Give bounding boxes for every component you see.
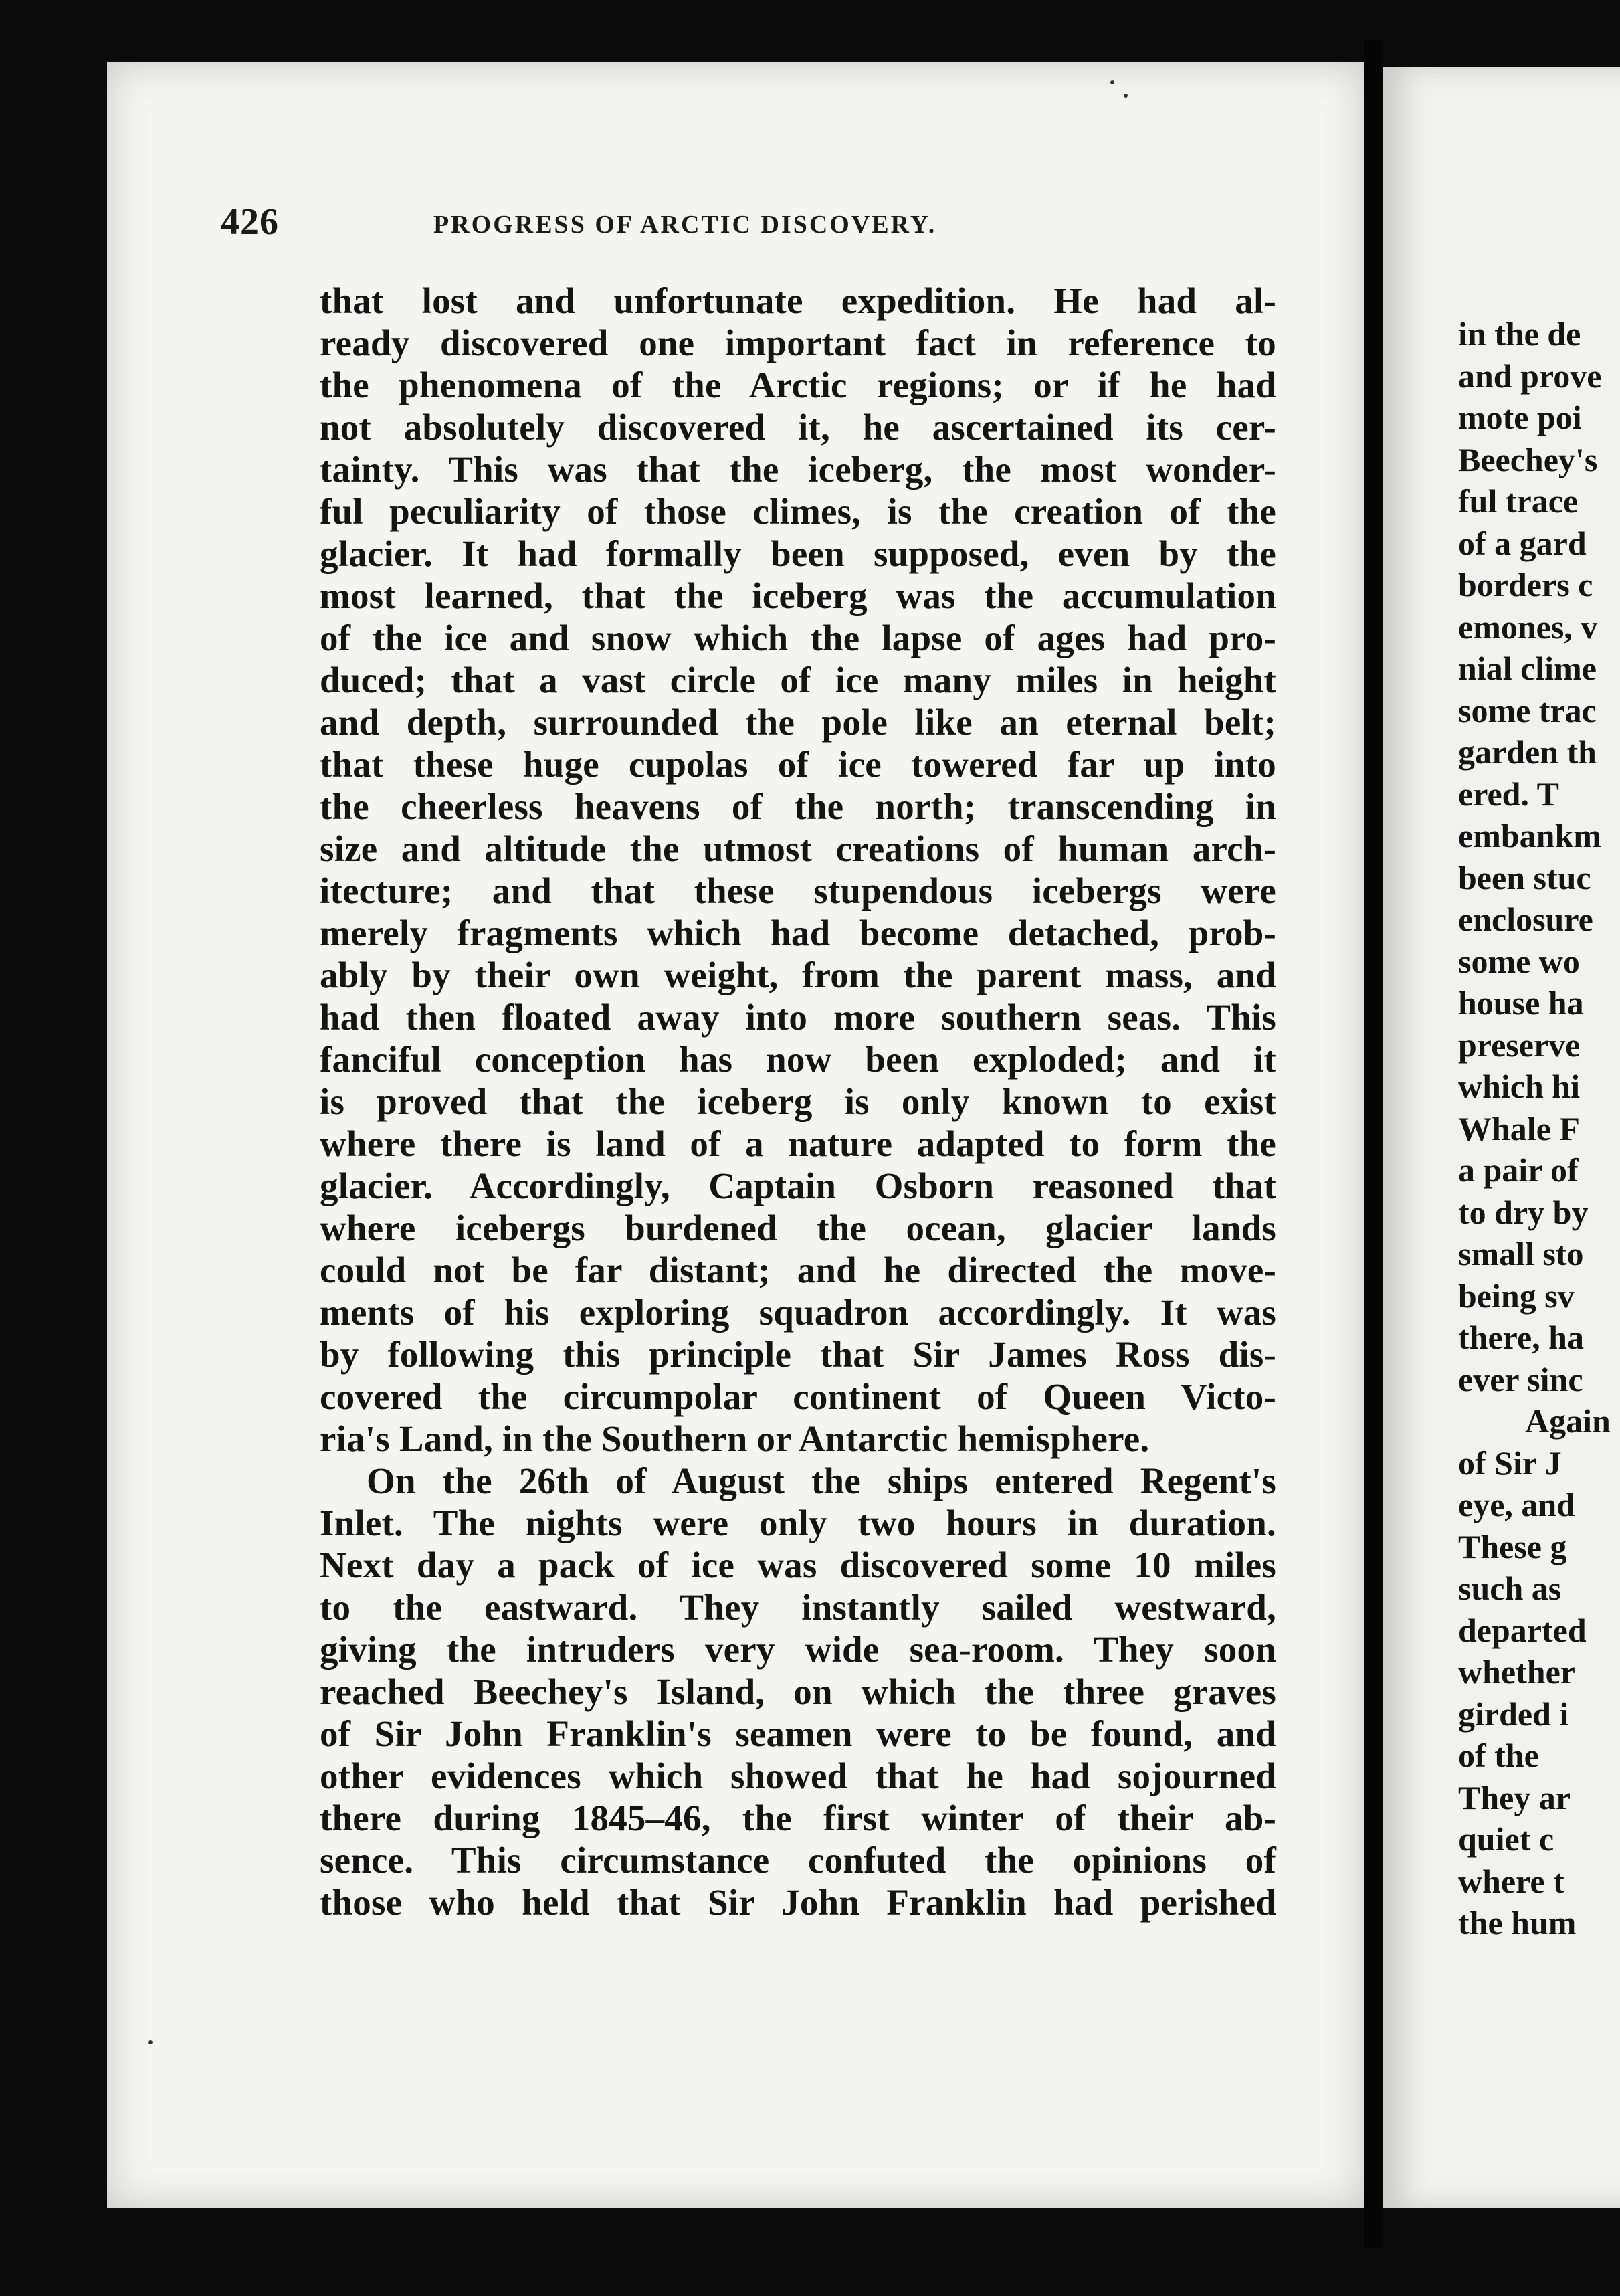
right-page-line: eye, and [1458, 1486, 1575, 1523]
text-line: fanciful conception has now been exploded; and it [320, 1039, 1276, 1080]
text-line: where icebergs burdened the ocean, glacier lands [320, 1208, 1276, 1248]
right-page-line: Beechey's [1458, 440, 1598, 478]
right-page-line: Again [1525, 1402, 1611, 1440]
text-line: sence. This circumstance confuted the opinions of [320, 1840, 1276, 1881]
text-line: giving the intruders very wide sea-room. They soon [320, 1629, 1276, 1670]
right-page-text [1458, 313, 1620, 1944]
right-page-line: preserve [1458, 1026, 1581, 1064]
right-page-line: whether [1458, 1653, 1575, 1691]
text-line: those who held that Sir John Franklin had perished [320, 1882, 1276, 1923]
text-line: duced; that a vast circle of ice many miles in height [320, 660, 1276, 700]
right-page-line: in the de [1458, 315, 1581, 353]
right-page-line: departed [1458, 1611, 1587, 1649]
right-page-line: such as [1458, 1569, 1562, 1607]
right-page-line: house ha [1458, 984, 1584, 1022]
dust-speck [1124, 94, 1128, 98]
binding-gutter [1364, 40, 1383, 2248]
text-line: reached Beechey's Island, on which the three graves [320, 1671, 1276, 1712]
running-head: PROGRESS OF ARCTIC DISCOVERY. [433, 211, 937, 239]
right-page-line: a pair of [1458, 1151, 1579, 1189]
text-line: the cheerless heavens of the north; transcending in [320, 786, 1276, 827]
right-page-line: of a gard [1458, 524, 1587, 562]
text-line: ready discovered one important fact in reference to [320, 322, 1276, 363]
text-line: most learned, that the iceberg was the accumulation [320, 575, 1276, 616]
text-line: the phenomena of the Arctic regions; or if he had [320, 365, 1276, 405]
text-line: there during 1845–46, the first winter of their ab- [320, 1798, 1276, 1838]
text-line: that these huge cupolas of ice towered far up into [320, 744, 1276, 785]
page-header [221, 201, 1278, 248]
right-page-line: garden th [1458, 733, 1597, 771]
right-page-line: where t [1458, 1862, 1564, 1900]
text-line: that lost and unfortunate expedition. He had al- [320, 280, 1276, 321]
text-line: size and altitude the utmost creations of human arch- [320, 828, 1276, 869]
right-page-line: mote poi [1458, 399, 1582, 436]
text-line: Inlet. The nights were only two hours in duration. [320, 1503, 1276, 1543]
right-page-line: ful trace [1458, 482, 1579, 520]
text-line: of the ice and snow which the lapse of ages had pro- [320, 617, 1276, 658]
right-page-line: girded i [1458, 1695, 1569, 1733]
text-line: other evidences which showed that he had sojourned [320, 1755, 1276, 1796]
text-line: ably by their own weight, from the parent mass, and [320, 955, 1276, 995]
text-line: is proved that the iceberg is only known to exist [320, 1081, 1276, 1122]
right-page-line: of Sir J [1458, 1444, 1562, 1482]
right-page-line: being sv [1458, 1276, 1575, 1315]
right-page-line: ered. T [1458, 775, 1559, 813]
right-page-line: borders c [1458, 566, 1593, 603]
text-line: could not be far distant; and he directed the move- [320, 1250, 1276, 1290]
body-text [320, 280, 1276, 1923]
text-line: merely fragments which had become detached, prob- [320, 913, 1276, 953]
text-line: ful peculiarity of those climes, is the creation of the [320, 491, 1276, 532]
right-page-line: quiet c [1458, 1820, 1554, 1858]
right-page-line: the hum [1458, 1904, 1577, 1941]
page-number: 426 [221, 201, 279, 243]
text-line: where there is land of a nature adapted to form the [320, 1123, 1276, 1164]
right-page-line: which hi [1458, 1068, 1581, 1105]
text-line: covered the circumpolar continent of Queen Victo- [320, 1376, 1276, 1417]
text-line: ria's Land, in the Southern or Antarctic hemisphere. [320, 1418, 1150, 1459]
text-line: On the 26th of August the ships entered Regent's [367, 1460, 1276, 1501]
text-line: tainty. This was that the iceberg, the most wonder- [320, 449, 1276, 490]
text-line: itecture; and that these stupendous icebergs were [320, 870, 1276, 911]
dust-speck [148, 2040, 153, 2044]
right-page-line: small sto [1458, 1235, 1584, 1272]
right-page-line: to dry by [1458, 1193, 1589, 1231]
right-page-line: emones, v [1458, 607, 1598, 646]
right-page-line: enclosure [1458, 900, 1593, 938]
right-page-line: of the [1458, 1737, 1539, 1774]
right-page-line: nial clime [1458, 650, 1597, 687]
text-line: of Sir John Franklin's seamen were to be found, and [320, 1713, 1276, 1754]
text-line: glacier. It had formally been supposed, even by the [320, 533, 1276, 574]
text-line: ments of his exploring squadron accordingly. It was [320, 1292, 1276, 1333]
right-page-line: there, ha [1458, 1319, 1584, 1356]
right-page-line: These g [1458, 1527, 1567, 1565]
right-page-line: They ar [1458, 1778, 1571, 1816]
right-page-line: and prove [1458, 357, 1602, 395]
text-line: to the eastward. They instantly sailed westward, [320, 1587, 1276, 1628]
text-line: Next day a pack of ice was discovered some 10 miles [320, 1545, 1276, 1586]
text-line: had then floated away into more southern seas. This [320, 997, 1276, 1038]
right-page-line: ever sinc [1458, 1360, 1583, 1398]
right-page-line: embankm [1458, 817, 1601, 854]
right-page-line: Whale F [1458, 1109, 1580, 1147]
right-page-line: some wo [1458, 942, 1580, 980]
text-line: by following this principle that Sir James Ross dis- [320, 1334, 1276, 1375]
right-page-line: been stuc [1458, 858, 1591, 896]
text-line: glacier. Accordingly, Captain Osborn reasoned that [320, 1165, 1276, 1206]
dust-speck [1110, 80, 1114, 84]
right-page-line: some trac [1458, 691, 1597, 729]
text-line: not absolutely discovered it, he ascertained its cer- [320, 407, 1276, 448]
text-line: and depth, surrounded the pole like an eternal belt; [320, 702, 1276, 743]
